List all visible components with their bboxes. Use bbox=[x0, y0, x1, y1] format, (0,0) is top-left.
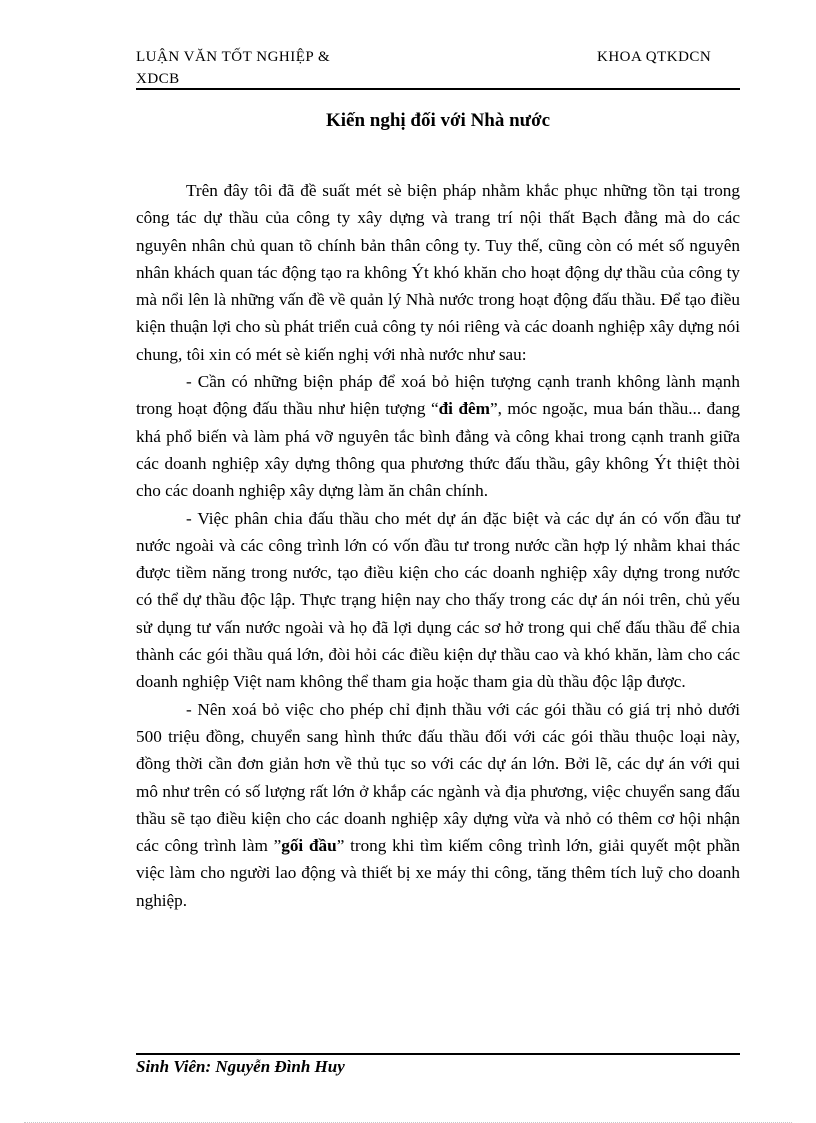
paragraph-intro: Trên đây tôi đã đề suất mét sè biện pháp nhằm khắc phục những tồn tại trong công tác dự thầu của công ty xây dựng và trang trí nội thất Bạch đằng mà do các nguyên nhân chủ quan tõ chính bản thân công ty. Tuy thế, cũng còn có mét số nguyên nhân khách quan tác động tạo ra không Ýt khó khăn cho hoạt động dự thầu của công ty mà nổi lên là những vấn đề về quản lý Nhà nước trong hoạt động đấu thầu. Để tạo điều kiện thuận lợi cho sù phát triển cuả công ty nói riêng và các doanh nghiệp xây dựng nói chung, tôi xin có mét sè kiến nghị với nhà nước như sau: bbox=[136, 181, 740, 364]
header-divider bbox=[136, 88, 740, 90]
emphasis-text: gối đầu bbox=[281, 836, 337, 856]
emphasis-text: đi đêm bbox=[438, 399, 490, 419]
page-title: Kiến nghị đối với Nhà nước bbox=[325, 110, 551, 131]
paragraph-text: - Nên xoá bỏ việc cho phép chỉ định thầu với các gói thầu có giá trị nhỏ dưới 500 triệu đồng, chuyển sang hình thức đấu thầu đối với các gói thầu thuộc loại này, đồng thời cần đơn giản hơn về thủ tục so với các dự án lớn. Bởi lẽ, các dự án với qui mô như trên có số lượng rất lớn ở khắp các ngành và địa phương, việc chuyển sang đấu thầu sẽ tạo điều kiện cho các doanh nghiệp xây dựng vừa và nhỏ có thêm cơ hội nhận các công trình làm ” bbox=[136, 699, 740, 856]
paragraph-recommendation-1 bbox=[136, 368, 740, 504]
header-faculty-label: KHOA QTKDCN bbox=[597, 49, 712, 65]
header-thesis-label: LUẬN VĂN TỐT NGHIỆP & XDCB bbox=[136, 49, 331, 87]
paragraph-text: - Cần có những biện pháp để xoá bỏ hiện tượng cạnh tranh không lành mạnh trong hoạt động đấu thầu như hiện tượng “ bbox=[136, 372, 740, 419]
paragraph-text: ”, móc ngoặc, mua bán thầu... đang khá phổ biến và làm phá vỡ nguyên tắc bình đẳng và công khai trong cạnh tranh giữa các doanh nghiệp xây dựng thông qua phương thức đấu thầu, gây không Ýt thiệt thòi cho các doanh nghiệp xây dựng làm ăn chân chính. bbox=[136, 399, 741, 501]
paragraph-text: ” trong khi tìm kiếm công trình lớn, giải quyết một phần việc làm cho người lao động và thiết bị xe máy thi công, tăng thêm tích luỹ cho doanh nghiệp. bbox=[136, 836, 740, 910]
footer-student-name: Sinh Viên: Nguyễn Đình Huy bbox=[136, 1057, 345, 1076]
paragraph-recommendation-2: - Việc phân chia đấu thầu cho mét dự án đặc biệt và các dự án có vốn đầu tư nước ngoài và các công trình lớn có vốn đầu tư trong nước cần hợp lý nhằm khai thác được tiềm năng trong nước, tạo điều kiện cho các doanh nghiệp xây dựng trong nước có thể dự thầu độc lập. Thực trạng hiện nay cho thấy trong các dự án nói trên, chủ yếu sử dụng tư vấn nước ngoài và họ đã lợi dụng các sơ hở trong qui chế đấu thầu để chia thành các gói thầu quá lớn, đòi hỏi các điều kiện dự thầu cao và khó khăn, làm cho các doanh nghiệp Việt nam không thể tham gia hoặc tham gia dù thầu độc lập được. bbox=[136, 508, 740, 692]
paragraph-recommendation-3 bbox=[136, 696, 740, 914]
body-text bbox=[136, 177, 740, 914]
